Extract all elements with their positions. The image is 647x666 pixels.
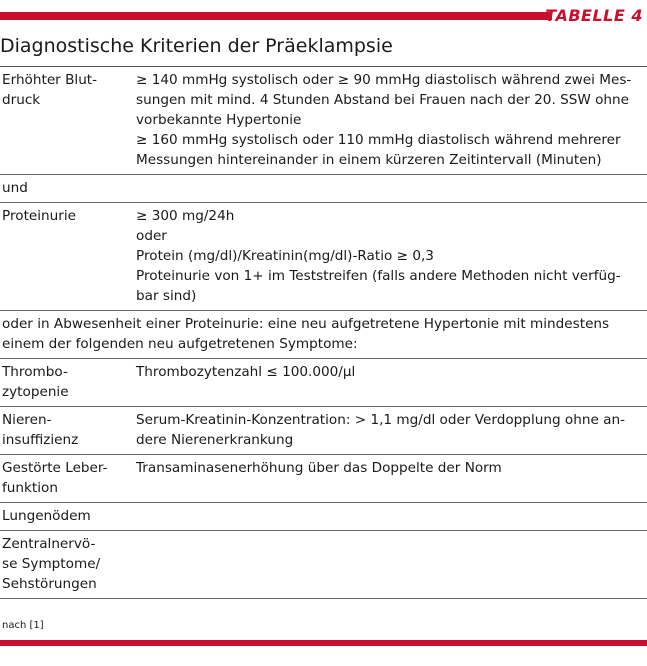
description-line: dere Nierenerkrankung — [136, 432, 294, 448]
description-line: oder — [136, 228, 167, 244]
table-row — [0, 359, 647, 407]
criterion-label — [0, 410, 136, 450]
table-row — [0, 503, 647, 531]
table-number-label: TABELLE 4 — [545, 6, 643, 25]
description-line: Transaminasenerhöhung über das Doppelte der Norm — [136, 460, 502, 476]
table-row — [0, 175, 647, 203]
description-line: bar sind) — [136, 288, 197, 304]
description-line: Thrombozytenzahl ≤ 100.000/µl — [136, 364, 356, 380]
label-line: Proteinurie — [2, 208, 76, 224]
footer-accent-line — [0, 640, 647, 646]
criterion-description — [136, 410, 647, 450]
header-accent-line — [0, 12, 552, 20]
label-line: druck — [2, 92, 41, 108]
table-row — [0, 67, 647, 175]
source-note: nach [1] — [2, 620, 44, 631]
table-row — [0, 311, 647, 359]
label-line: Nieren- — [2, 412, 52, 428]
criterion-label — [0, 362, 136, 402]
full-width-cell — [0, 314, 615, 354]
description-line: sungen mit mind. 4 Stunden Abstand bei Frauen nach der 20. SSW ohne — [136, 92, 630, 108]
criterion-description — [136, 534, 647, 594]
description-line: Protein (mg/dl)/Kreatinin(mg/dl)-Ratio ≥ 0,3 — [136, 248, 434, 264]
criterion-description — [136, 506, 647, 526]
label-line: Zentralnervö- — [2, 536, 96, 552]
label-line: Thrombo- — [2, 364, 68, 380]
criterion-description — [136, 362, 647, 402]
criterion-label — [0, 534, 136, 594]
label-line: Lungenödem — [2, 508, 91, 524]
criterion-label — [0, 70, 136, 170]
label-line: insuffizienz — [2, 432, 79, 448]
criteria-table — [0, 66, 647, 599]
criterion-description — [136, 178, 647, 198]
description-line: ≥ 140 mmHg systolisch oder ≥ 90 mmHg diastolisch während zwei Mes- — [136, 72, 632, 88]
cell-line: oder in Abwesenheit einer Proteinurie: eine neu aufgetretene Hypertonie mit mindestens — [2, 316, 610, 332]
criterion-label — [0, 506, 136, 526]
table-row — [0, 531, 647, 599]
criterion-description — [136, 206, 647, 306]
label-line: Sehstörungen — [2, 576, 97, 592]
header-bar — [0, 6, 647, 26]
label-line: se Symptome/ — [2, 556, 101, 572]
table-row — [0, 203, 647, 311]
description-line: Proteinurie von 1+ im Teststreifen (falls andere Methoden nicht verfüg- — [136, 268, 621, 284]
label-line: zytopenie — [2, 384, 69, 400]
label-line: und — [2, 180, 28, 196]
table-row — [0, 455, 647, 503]
description-line: ≥ 300 mg/24h — [136, 208, 235, 224]
description-line: vorbekannte Hypertonie — [136, 112, 302, 128]
label-line: Gestörte Leber- — [2, 460, 108, 476]
criterion-description — [136, 70, 647, 170]
criterion-label — [0, 206, 136, 306]
table-title: Diagnostische Kriterien der Präeklampsie — [0, 35, 393, 57]
criterion-label — [0, 178, 136, 198]
table-row — [0, 407, 647, 455]
criterion-label — [0, 458, 136, 498]
description-line: Messungen hintereinander in einem kürzeren Zeitintervall (Minuten) — [136, 152, 602, 168]
description-line: ≥ 160 mmHg systolisch oder 110 mmHg diastolisch während mehrerer — [136, 132, 621, 148]
label-line: Erhöhter Blut- — [2, 72, 98, 88]
criterion-description — [136, 458, 647, 498]
description-line: Serum-Kreatinin-Konzentration: > 1,1 mg/dl oder Verdopplung ohne an- — [136, 412, 625, 428]
cell-line: einem der folgenden neu aufgetretenen Symptome: — [2, 336, 358, 352]
label-line: funktion — [2, 480, 58, 496]
